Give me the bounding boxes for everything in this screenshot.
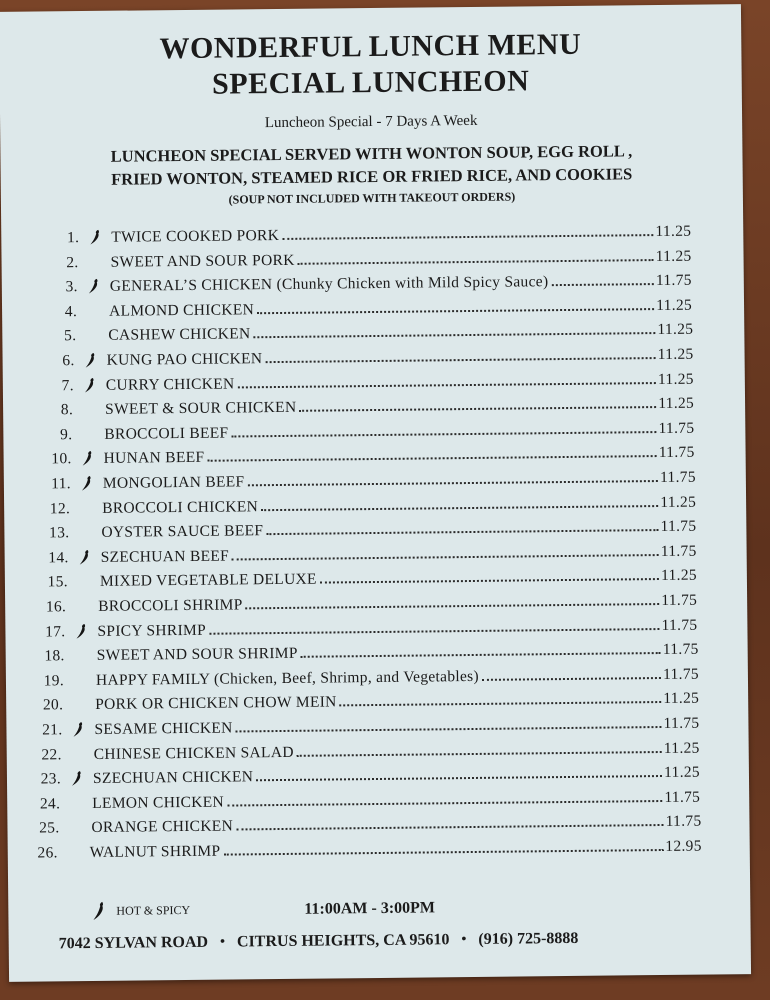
menu-item [44, 342, 693, 371]
menu-item-leader-dots [209, 628, 660, 635]
menu-item-price: 11.75 [663, 714, 700, 732]
menu-item-name: CURRY CHICKEN [105, 375, 235, 394]
menu-item-name: SZECHUAN BEEF [100, 547, 230, 566]
menu-item-price: 11.75 [659, 468, 696, 487]
phone-separator: • [461, 932, 467, 948]
menu-item-spicy-slot [68, 589, 100, 591]
menu-item-leader-dots [223, 849, 663, 856]
menu-item-spicy-slot [63, 712, 95, 714]
menu-title-line1: WONDERFUL LUNCH MENU [159, 27, 582, 66]
served-with-text [30, 138, 712, 191]
menu-item-price: 11.25 [660, 493, 697, 512]
menu-item-price: 12.95 [665, 837, 702, 855]
menu-item-price: 11.25 [655, 222, 692, 241]
menu-sheet [0, 4, 751, 982]
menu-item-price: 11.75 [662, 640, 699, 658]
menu-item-name: CHINESE CHICKEN SALAD [93, 743, 294, 763]
menu-item-number: 19. [43, 672, 65, 690]
chili-pepper-icon [81, 475, 93, 491]
menu-item-price: 11.75 [660, 517, 697, 536]
menu-item-number: 20. [42, 696, 64, 714]
menu-item-name: TWICE COOKED PORK [111, 226, 280, 246]
menu-item-name: HAPPY FAMILY (Chicken, Beef, Shrimp, and Vegetables) [95, 667, 479, 689]
menu-item-number: 8. [60, 401, 74, 419]
menu-item-number: 12. [49, 500, 71, 518]
menu-item-leader-dots [320, 578, 659, 584]
menu-item-number: 9. [60, 426, 73, 444]
menu-item-name: SZECHUAN CHICKEN [92, 768, 254, 787]
menu-item [48, 268, 692, 297]
menu-item-spicy-slot [61, 770, 93, 788]
menu-item-leader-dots [482, 677, 661, 681]
menu-item-leader-dots [551, 283, 654, 286]
menu-item-leader-dots [340, 701, 662, 706]
menu-item-price: 11.25 [663, 739, 700, 757]
chili-pepper-icon [82, 450, 94, 466]
chili-pepper-icon [88, 278, 100, 294]
menu-item-price: 11.75 [658, 419, 695, 438]
menu-item-leader-dots [261, 505, 658, 511]
menu-item-number: 13. [49, 524, 70, 542]
menu-item-name: SWEET AND SOUR PORK [110, 251, 295, 271]
menu-item-name: ORANGE CHICKEN [91, 817, 234, 836]
menu-item [36, 588, 697, 617]
chili-pepper-icon [72, 721, 84, 737]
chili-pepper-icon [71, 770, 83, 786]
menu-item-spicy-slot [73, 417, 105, 419]
menu-item-leader-dots [253, 332, 655, 338]
menu-item-leader-dots [257, 308, 654, 314]
menu-item-number: 21. [42, 721, 63, 739]
menu-item-number: 23. [40, 770, 62, 788]
menu-item-spicy-slot [66, 614, 98, 616]
menu-item-list [1, 218, 750, 886]
menu-item-spicy-slot [79, 229, 111, 247]
menu-item-spicy-slot [60, 811, 92, 813]
menu-item-price: 11.75 [664, 788, 701, 806]
menu-item-spicy-slot [79, 270, 111, 272]
menu-item [41, 440, 694, 469]
menu-item-price: 11.25 [657, 345, 694, 364]
menu-item-spicy-slot [70, 516, 102, 518]
menu-item-spicy-slot [77, 319, 109, 321]
menu-item-leader-dots [247, 480, 658, 486]
menu-item-name: BROCCOLI SHRIMP [98, 596, 243, 615]
business-hours: 11:00AM - 3:00PM [304, 899, 436, 918]
menu-item-name: SWEET AND SOUR SHRIMP [96, 644, 298, 664]
menu-item [28, 834, 702, 863]
chili-pepper-icon [79, 549, 91, 565]
menu-item-name: OYSTER SAUCE BEEF [101, 522, 264, 541]
phone-number: (916) 725-8888 [478, 929, 579, 948]
takeout-note: (SOUP NOT INCLUDED WITH TAKEOUT ORDERS) [228, 189, 516, 207]
menu-item-price: 11.75 [661, 591, 698, 610]
menu-item-price: 11.25 [660, 566, 697, 585]
menu-item-name: WALNUT SHRIMP [89, 842, 221, 862]
menu-item-price: 11.75 [663, 665, 700, 683]
menu-item [39, 514, 696, 543]
menu-item-leader-dots [232, 554, 659, 560]
served-line1: LUNCHEON SPECIAL SERVED WITH WONTON SOUP, EGG ROLL , [110, 141, 633, 166]
menu-title-line2: SPECIAL LUNCHEON [211, 64, 530, 101]
menu-item-name: SWEET & SOUR CHICKEN [105, 398, 297, 418]
chili-pepper-icon [75, 623, 87, 639]
menu-item [35, 637, 699, 666]
menu-item-price: 11.25 [663, 689, 700, 707]
menu-item [49, 219, 691, 248]
menu-item-spicy-slot [64, 688, 96, 690]
menu-item-name: ALMOND CHICKEN [108, 301, 255, 320]
chili-pepper-icon [84, 377, 96, 393]
menu-item-name: GENERAL’S CHICKEN (Chunky Chicken with Mild Spicy Sauce) [109, 273, 549, 295]
menu-item-leader-dots [246, 603, 660, 609]
menu-item-number: 5. [64, 327, 77, 345]
menu-item-number: 14. [48, 549, 69, 567]
menu-item [46, 317, 693, 346]
menu-item-leader-dots [227, 800, 662, 807]
menu-item-number: 11. [51, 475, 71, 493]
menu-item-spicy-slot [60, 835, 92, 837]
menu-item-number: 1. [66, 229, 80, 247]
menu-item-number: 3. [65, 278, 78, 296]
menu-item-spicy-slot [78, 278, 110, 296]
menu-item-name: BROCCOLI CHICKEN [102, 498, 259, 517]
menu-item-number: 16. [45, 598, 67, 616]
address-separator: • [219, 934, 226, 950]
chili-pepper-icon [89, 229, 101, 245]
menu-item-spicy-slot [69, 549, 101, 567]
menu-item-leader-dots [301, 652, 661, 658]
menu-item-spicy-slot [76, 343, 108, 345]
menu-item-spicy-slot [58, 860, 90, 862]
address-line [59, 928, 721, 953]
menu-item-number: 10. [51, 450, 72, 468]
menu-item-spicy-slot [72, 450, 104, 468]
menu-item-leader-dots [298, 259, 654, 265]
menu-item-leader-dots [266, 529, 658, 535]
menu-item [33, 686, 699, 715]
menu-item-number: 22. [41, 746, 62, 764]
menu-item-number: 18. [44, 647, 65, 665]
menu-item-number: 6. [62, 352, 75, 370]
served-line2: FRIED WONTON, STEAMED RICE OR FRIED RICE, AND COOKIES [111, 164, 633, 189]
menu-item-price: 11.25 [657, 320, 694, 339]
menu-item-number: 25. [39, 819, 60, 837]
menu-item-leader-dots [231, 431, 656, 437]
menu-item-name: HUNAN BEEF [103, 448, 205, 467]
menu-item-number: 2. [66, 254, 79, 272]
menu-item-spicy-slot [62, 721, 94, 739]
menu-item-leader-dots [297, 751, 662, 757]
menu-item-name: BROCCOLI BEEF [104, 424, 229, 443]
menu-item-price: 11.25 [656, 296, 693, 315]
menu-item [38, 563, 697, 592]
menu-item [32, 711, 699, 740]
spicy-legend-label: HOT & SPICY [116, 902, 191, 918]
menu-item-number: 26. [37, 844, 58, 862]
menu-item-price: 11.75 [655, 271, 692, 290]
menu-item [31, 760, 700, 789]
menu-item-spicy-slot [65, 623, 97, 641]
menu-item-number: 17. [45, 623, 66, 641]
chili-pepper-icon [92, 901, 106, 921]
menu-item-leader-dots [299, 406, 656, 412]
menu-item-name: CASHEW CHICKEN [108, 325, 251, 344]
menu-item-price: 11.75 [661, 616, 698, 635]
menu-item-spicy-slot [75, 352, 107, 370]
menu-item-name: LEMON CHICKEN [92, 793, 225, 812]
menu-item-leader-dots [265, 357, 655, 363]
menu-item-name: KUNG PAO CHICKEN [106, 350, 263, 369]
menu-item-name: SESAME CHICKEN [94, 719, 233, 738]
street-address: 7042 SYLVAN ROAD [58, 933, 209, 953]
menu-item-price: 11.25 [658, 394, 695, 413]
menu-item [29, 809, 701, 838]
menu-item-name: MONGOLIAN BEEF [102, 473, 245, 492]
menu-item-name: MIXED VEGETABLE DELUXE [99, 570, 317, 590]
menu-item-spicy-slot [69, 540, 101, 542]
menu-item-spicy-slot [71, 475, 103, 493]
menu-item-name: SPICY SHRIMP [97, 621, 207, 640]
menu-item-price: 11.75 [658, 443, 695, 462]
menu-item [41, 465, 696, 494]
menu-item-leader-dots [282, 234, 653, 240]
menu-item-spicy-slot [74, 377, 106, 395]
menu-item-number: 24. [39, 795, 61, 813]
menu-item-price: 11.25 [655, 247, 692, 266]
menu-subtitle: Luncheon Special - 7 Days A Week [264, 112, 478, 132]
city-state-zip: CITRUS HEIGHTS, CA 95610 [236, 931, 450, 951]
menu-item-price: 11.25 [664, 763, 701, 781]
menu-item-number: 15. [47, 573, 69, 591]
menu-item-name: PORK OR CHICKEN CHOW MEIN [95, 693, 337, 713]
menu-item-leader-dots [236, 726, 662, 732]
menu-item-spicy-slot [62, 762, 94, 764]
chili-pepper-icon [85, 352, 97, 368]
menu-item-number: 7. [61, 377, 74, 395]
menu-item-price: 11.75 [660, 542, 697, 561]
menu-item [43, 391, 694, 420]
menu-item-price: 11.25 [657, 370, 694, 389]
menu-item-spicy-slot [72, 442, 104, 444]
menu-item-leader-dots [207, 455, 656, 462]
menu-item-price: 11.75 [665, 812, 702, 830]
menu-item-leader-dots [236, 824, 664, 830]
menu-item-leader-dots [238, 382, 657, 388]
spicy-legend [92, 900, 190, 921]
menu-item-number: 4. [64, 303, 78, 321]
menu-item-spicy-slot [65, 663, 97, 665]
menu-item-leader-dots [256, 775, 662, 781]
